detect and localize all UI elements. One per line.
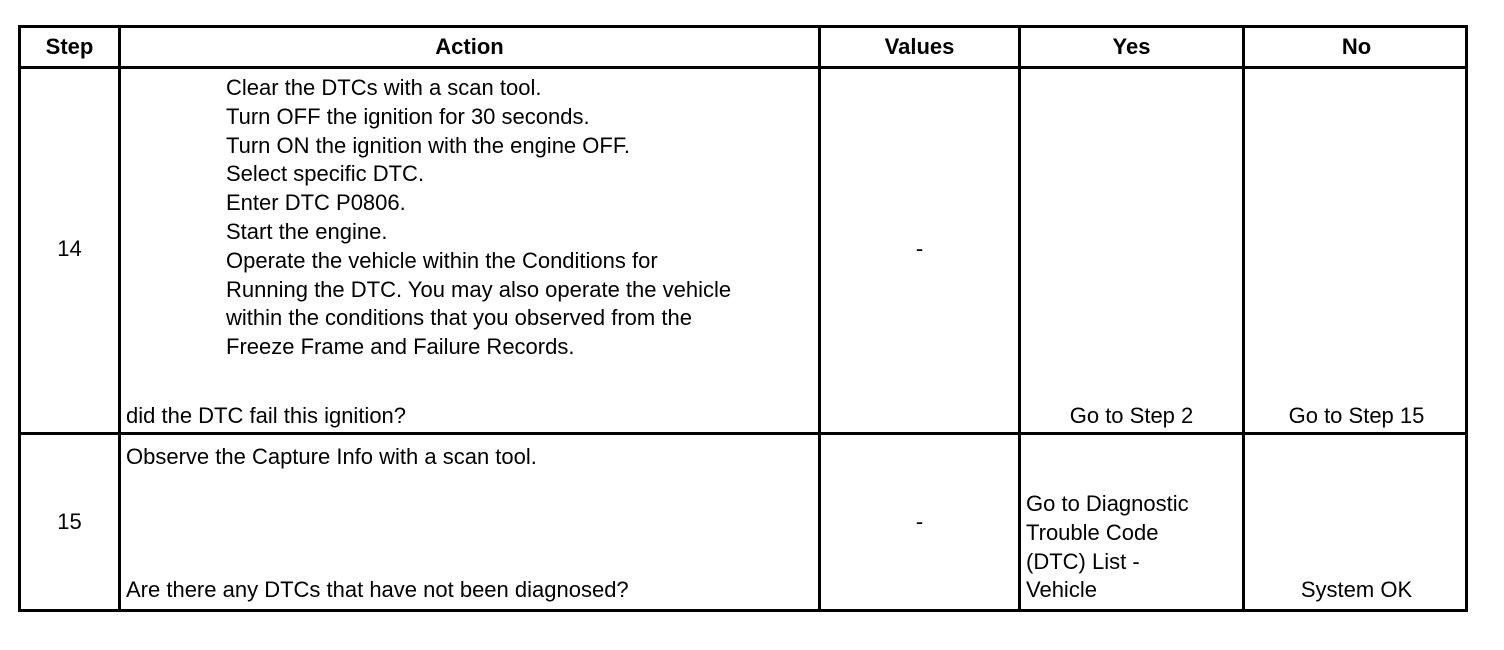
list-item: Enter DTC P0806. xyxy=(226,190,406,216)
header-step: Step xyxy=(45,34,94,59)
list-item: Clear the DTCs with a scan tool. xyxy=(226,75,542,100)
diagnostic-table xyxy=(18,25,1468,612)
no-cell: Go to Step 15 xyxy=(1288,403,1425,428)
header-yes: Yes xyxy=(1112,34,1151,59)
list-item: Freeze Frame and Failure Records. xyxy=(226,334,575,360)
step-number: 15 xyxy=(57,509,82,534)
yes-line: Vehicle xyxy=(1026,577,1097,603)
list-item: Operate the vehicle within the Conditions for xyxy=(226,247,658,273)
action-question: Are there any DTCs that have not been diagnosed? xyxy=(126,577,629,602)
column-divider xyxy=(118,28,121,609)
action-steps-list xyxy=(226,74,731,362)
header-values: Values xyxy=(884,34,955,59)
list-item: within the conditions that you observed from the xyxy=(226,305,692,331)
action-text: Observe the Capture Info with a scan tool. xyxy=(126,444,537,469)
column-divider xyxy=(1242,28,1245,609)
header-no: No xyxy=(1341,34,1372,59)
yes-line: Trouble Code xyxy=(1026,519,1159,545)
row-divider xyxy=(21,66,1465,69)
yes-cell: Go to Step 2 xyxy=(1069,403,1194,428)
list-item: Running the DTC. You may also operate the vehicle xyxy=(226,276,732,302)
step-number: 14 xyxy=(57,236,82,261)
values-cell: - xyxy=(915,236,924,261)
values-cell: - xyxy=(915,509,924,534)
yes-line: Go to Diagnostic xyxy=(1026,491,1189,516)
yes-cell xyxy=(1026,490,1189,605)
column-divider xyxy=(1018,28,1021,609)
yes-line: (DTC) List - xyxy=(1026,548,1140,574)
row-divider xyxy=(21,432,1465,435)
list-item: Select specific DTC. xyxy=(226,161,425,187)
no-cell: System OK xyxy=(1300,577,1413,602)
list-item: Start the engine. xyxy=(226,218,388,244)
header-action: Action xyxy=(435,34,504,59)
list-item: Turn ON the ignition with the engine OFF. xyxy=(226,132,630,158)
action-question: did the DTC fail this ignition? xyxy=(126,403,407,428)
list-item: Turn OFF the ignition for 30 seconds. xyxy=(226,103,590,129)
